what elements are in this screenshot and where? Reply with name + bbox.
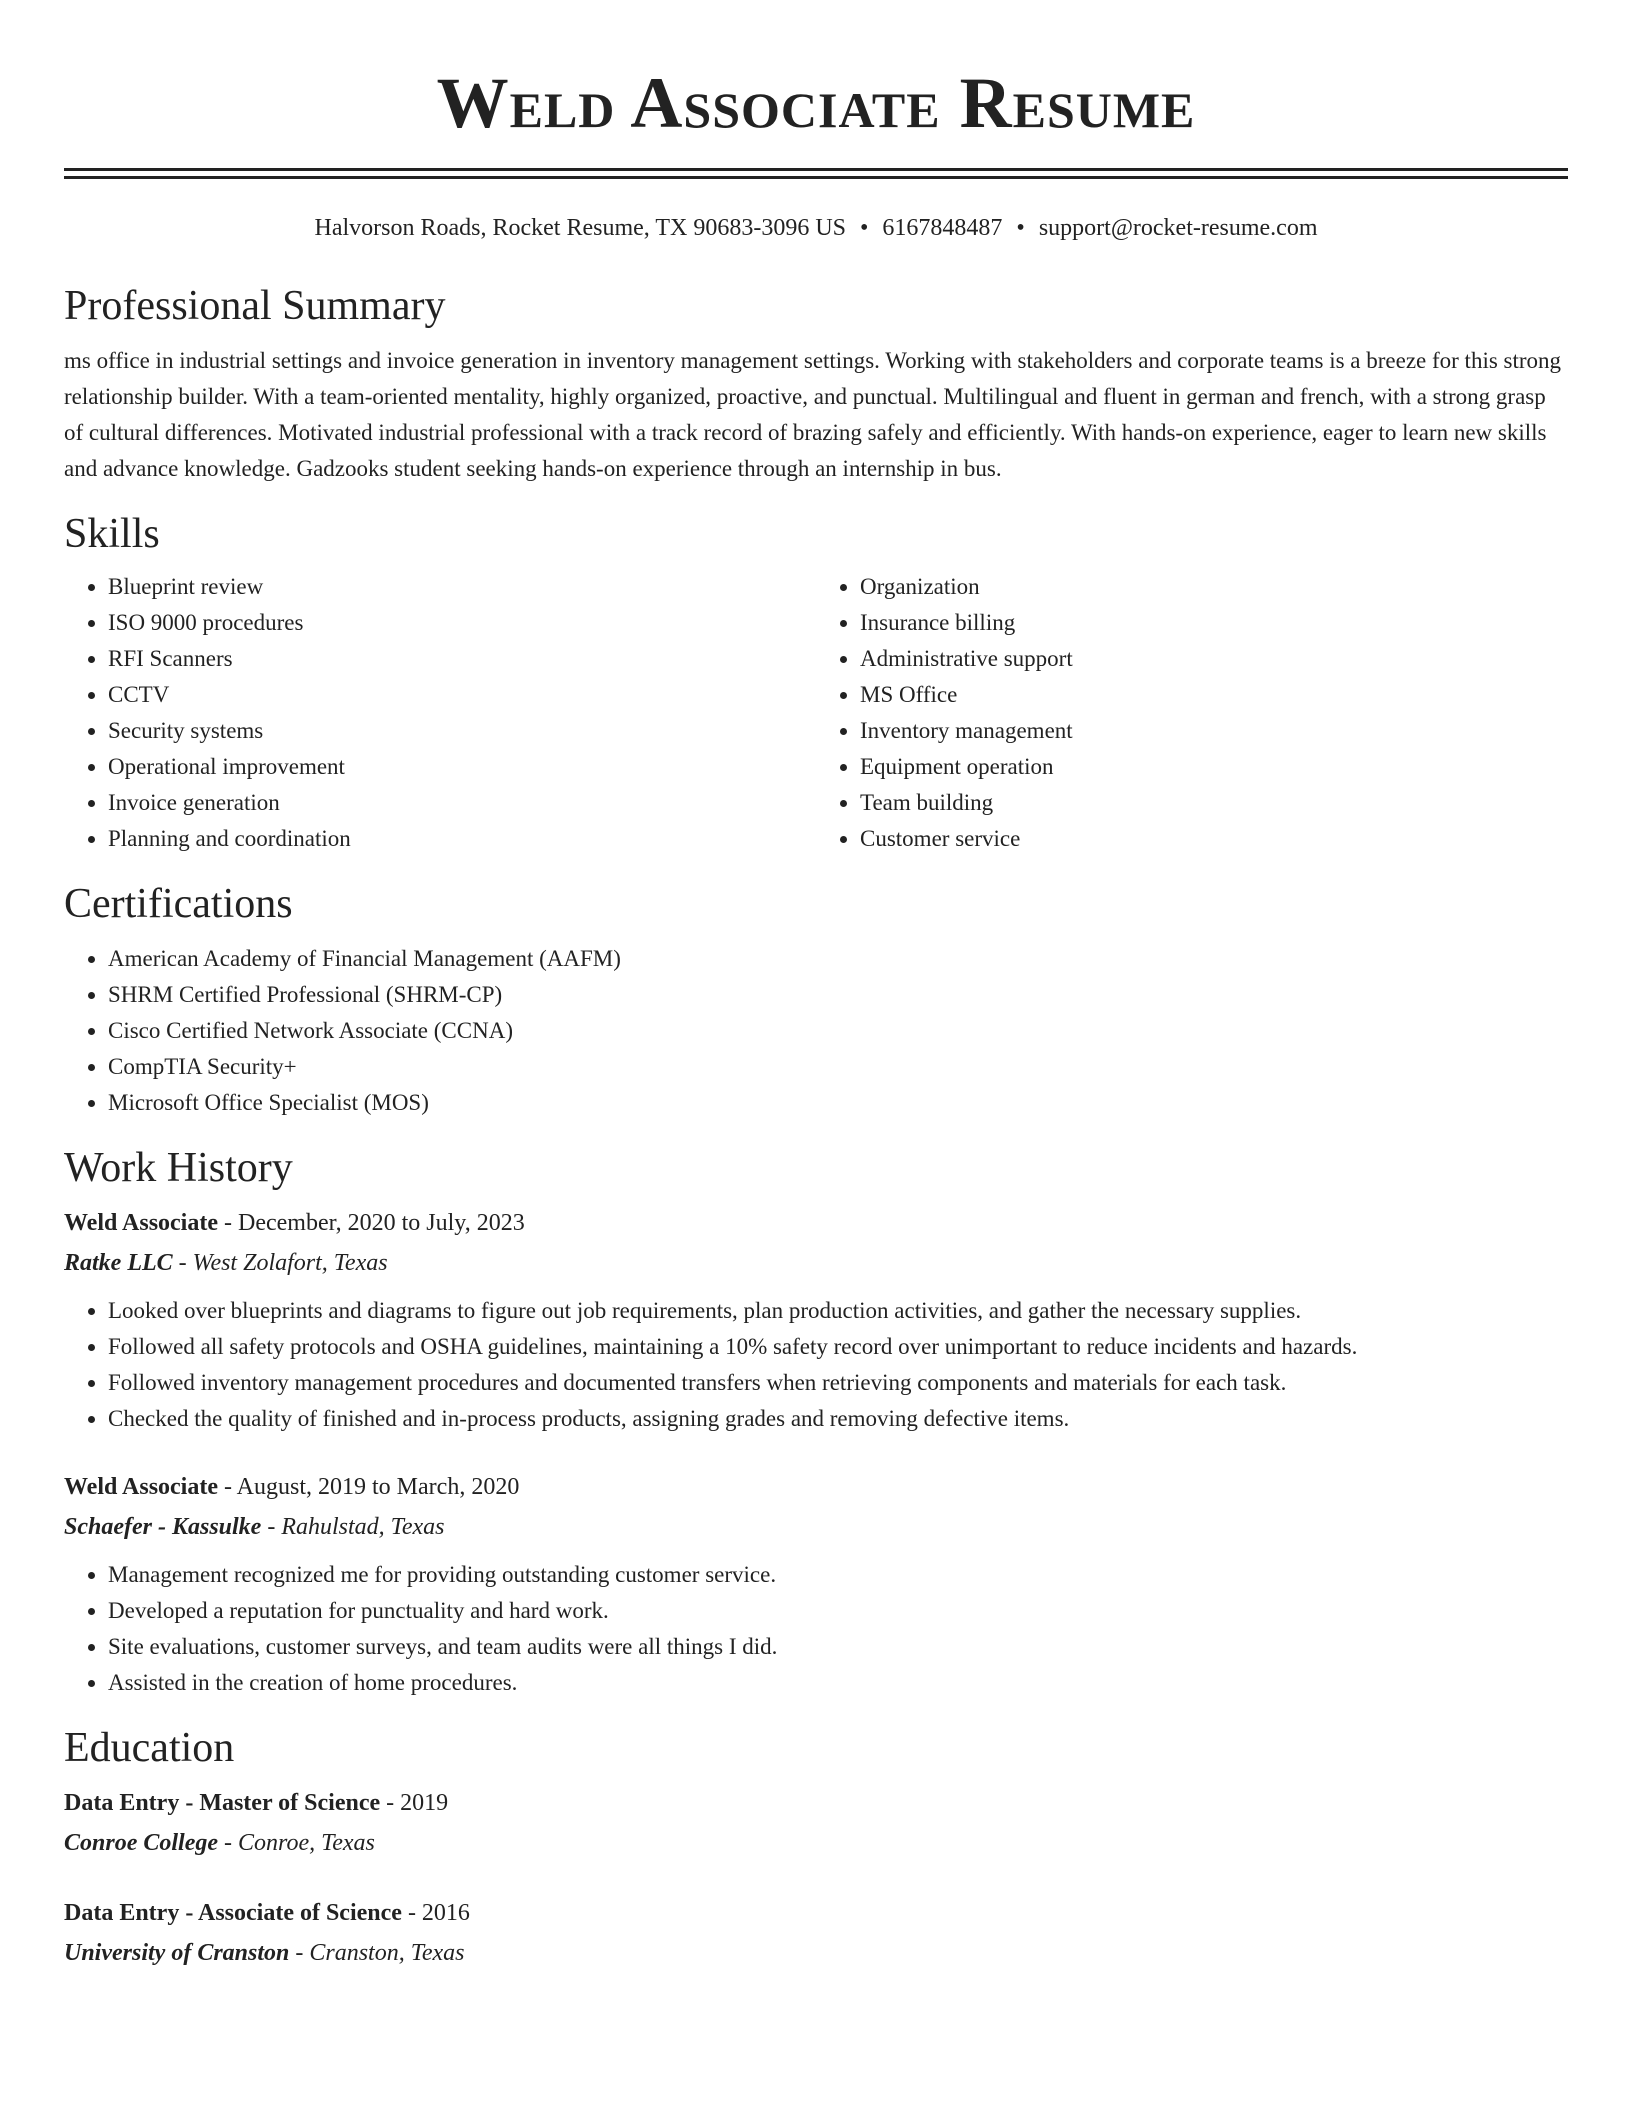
skill-item: • Equipment operation — [860, 749, 1568, 785]
job-bullets — [64, 1557, 1568, 1701]
job-bullet: • Developed a reputation for punctuality and hard work. — [108, 1593, 1568, 1629]
certifications-heading: Certifications — [64, 881, 293, 927]
skill-item: • Insurance billing — [860, 605, 1568, 641]
skills-right-list — [816, 569, 1568, 857]
contact-line — [64, 213, 1568, 243]
skill-item: • Blueprint review — [108, 569, 816, 605]
job-title: Weld Associate — [64, 1210, 218, 1236]
title-double-rule — [64, 168, 1568, 179]
school-name: University of Cranston — [64, 1940, 290, 1966]
company-line — [64, 1507, 1568, 1547]
education-heading: Education — [64, 1725, 235, 1771]
degree-line — [64, 1893, 1568, 1933]
certification-item: • CompTIA Security+ — [108, 1049, 1568, 1085]
skill-item: • ISO 9000 procedures — [108, 605, 816, 641]
skills-columns — [64, 569, 1568, 857]
company-location: - West Zolafort, Texas — [172, 1250, 388, 1276]
summary-text: ms office in industrial settings and invoice generation in inventory management settings. Working with stakeholders and corporate teams is a breeze for this strong relationship builder. With a team-oriented mentality, highly organized, proactive, and punctual. Multilingual and fluent in german and french, with a strong grasp of cultural differences. Motivated industrial professional with a track record of brazing safely and efficiently. With hands-on experience, eager to learn new skills and advance knowledge. Gadzooks student seeking hands-on experience through an internship in bus. — [64, 348, 1562, 481]
contact-address: Halvorson Roads, Rocket Resume, TX 90683-3096 US — [314, 215, 846, 241]
job-title: Weld Associate — [64, 1474, 218, 1500]
skill-item: • MS Office — [860, 677, 1568, 713]
skill-item: • Invoice generation — [108, 785, 816, 821]
company-location: - Rahulstad, Texas — [261, 1514, 445, 1540]
contact-separator: • — [1016, 215, 1025, 241]
contact-phone: 6167848487 — [882, 215, 1003, 241]
school-location: - Conroe, Texas — [218, 1830, 375, 1856]
skill-item: • Administrative support — [860, 641, 1568, 677]
job-entry — [64, 1203, 1568, 1437]
job-bullet: • Site evaluations, customer surveys, and team audits were all things I did. — [108, 1629, 1568, 1665]
resume-title: Weld Associate Resume — [436, 63, 1196, 143]
job-title-line — [64, 1203, 1568, 1243]
job-bullets — [64, 1293, 1568, 1437]
job-dates: - December, 2020 to July, 2023 — [218, 1210, 525, 1236]
skill-item: • Operational improvement — [108, 749, 816, 785]
job-title-line — [64, 1467, 1568, 1507]
skill-item: • Planning and coordination — [108, 821, 816, 857]
school-name: Conroe College — [64, 1830, 218, 1856]
skill-item: • Security systems — [108, 713, 816, 749]
job-bullet: • Management recognized me for providing outstanding customer service. — [108, 1557, 1568, 1593]
skill-item: • Customer service — [860, 821, 1568, 857]
job-entry — [64, 1467, 1568, 1701]
company-line — [64, 1243, 1568, 1283]
certification-item: • SHRM Certified Professional (SHRM-CP) — [108, 977, 1568, 1013]
job-dates: - August, 2019 to March, 2020 — [218, 1474, 520, 1500]
skill-item: • Organization — [860, 569, 1568, 605]
certification-item: • Microsoft Office Specialist (MOS) — [108, 1085, 1568, 1121]
skill-item: • Team building — [860, 785, 1568, 821]
degree: Data Entry - Associate of Science — [64, 1900, 402, 1926]
summary-heading: Professional Summary — [64, 283, 446, 329]
degree-line — [64, 1783, 1568, 1823]
contact-separator: • — [860, 215, 869, 241]
skills-left-list — [64, 569, 816, 857]
certification-item: • American Academy of Financial Management (AAFM) — [108, 941, 1568, 977]
company-name: Ratke LLC — [64, 1250, 173, 1276]
job-bullet: • Checked the quality of finished and in-process products, assigning grades and removing defective items. — [108, 1401, 1568, 1437]
school-line — [64, 1823, 1568, 1863]
education-entry — [64, 1893, 1568, 1973]
degree: Data Entry - Master of Science — [64, 1790, 381, 1816]
school-location: - Cranston, Texas — [289, 1940, 465, 1966]
certification-item: • Cisco Certified Network Associate (CCNA) — [108, 1013, 1568, 1049]
work-history-heading: Work History — [64, 1145, 293, 1191]
education-entry — [64, 1783, 1568, 1863]
skill-item: • Inventory management — [860, 713, 1568, 749]
contact-email: support@rocket-resume.com — [1038, 215, 1318, 241]
skills-heading: Skills — [64, 511, 160, 557]
job-bullet: • Assisted in the creation of home procedures. — [108, 1665, 1568, 1701]
skill-item: • CCTV — [108, 677, 816, 713]
degree-year: - 2019 — [380, 1790, 449, 1816]
skill-item: • RFI Scanners — [108, 641, 816, 677]
job-bullet: • Followed inventory management procedures and documented transfers when retrieving components and materials for each task. — [108, 1365, 1568, 1401]
degree-year: - 2016 — [401, 1900, 470, 1926]
job-bullet: • Looked over blueprints and diagrams to figure out job requirements, plan production activities, and gather the necessary supplies. — [108, 1293, 1568, 1329]
job-bullet: • Followed all safety protocols and OSHA guidelines, maintaining a 10% safety record over unimportant to reduce incidents and hazards. — [108, 1329, 1568, 1365]
school-line — [64, 1933, 1568, 1973]
certifications-list — [64, 941, 1568, 1121]
company-name: Schaefer - Kassulke — [64, 1514, 262, 1540]
